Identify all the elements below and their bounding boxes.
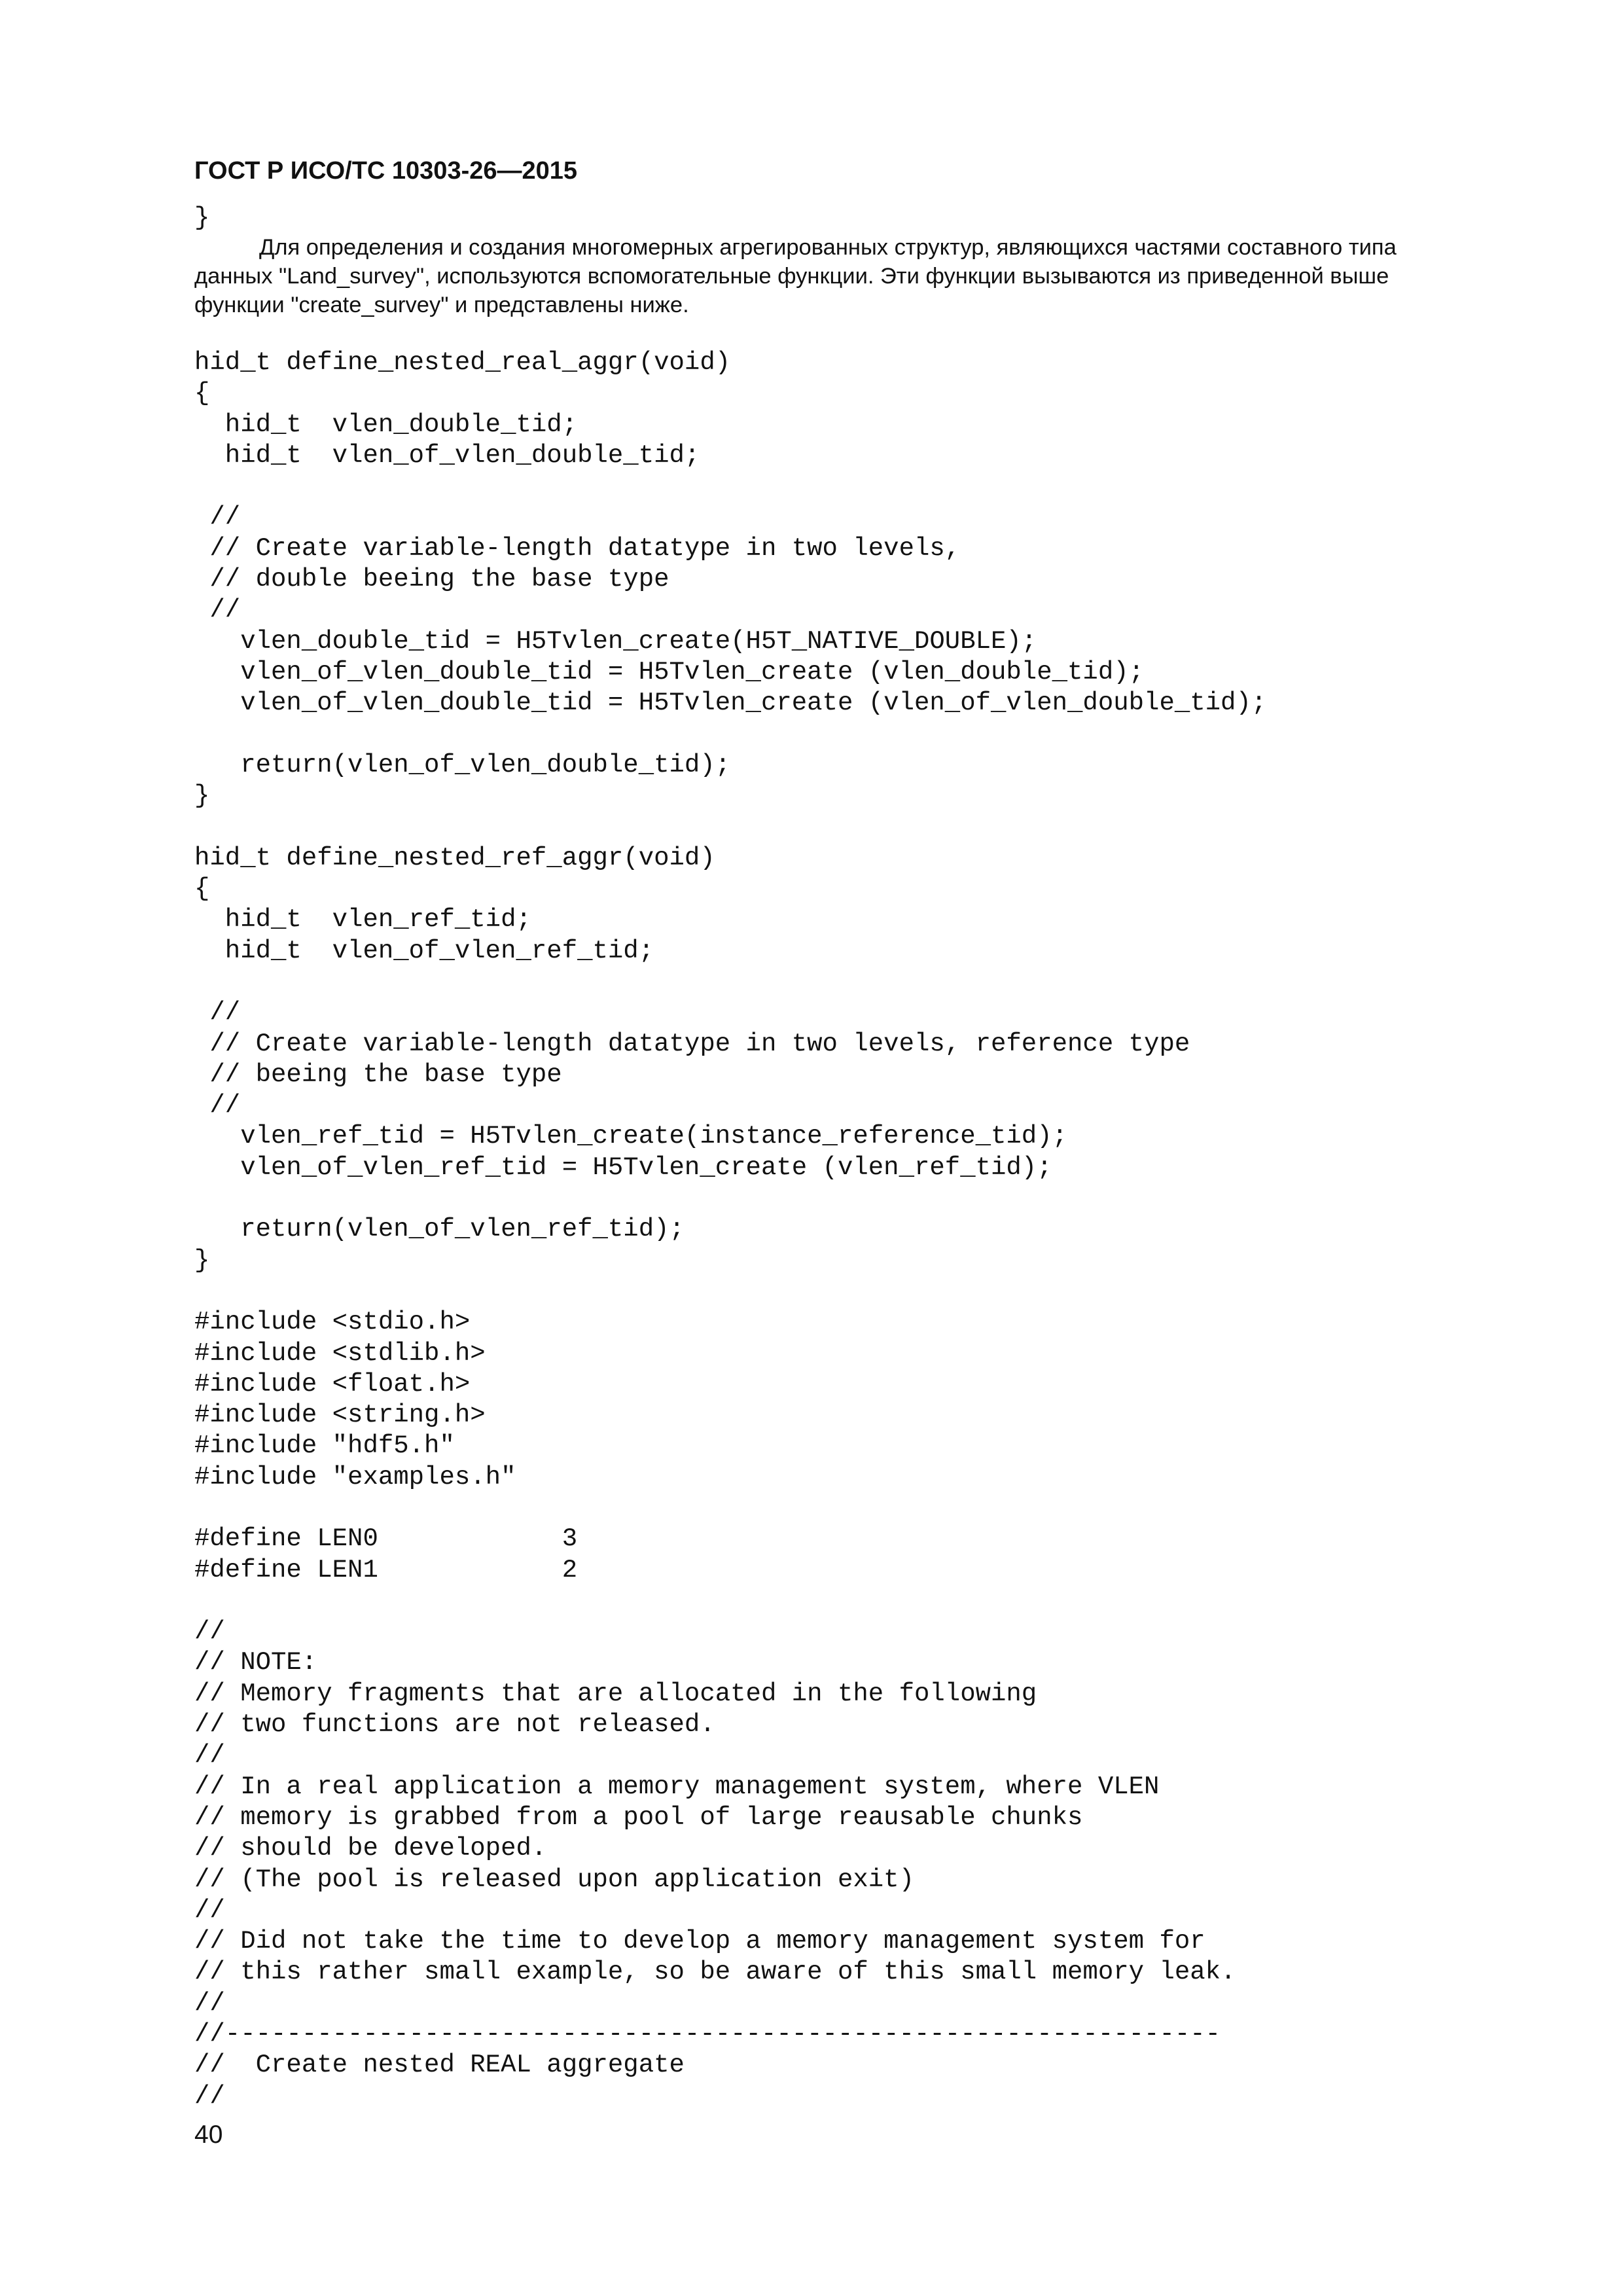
code-listing: hid_t define_nested_real_aggr(void) { hid_t vlen_double_tid; hid_t vlen_of_vlen_double_tid; // // Create variable-length datatype in two levels, // double beeing the base type // vlen_double_tid = H5Tvlen_create(H5T_NATIVE_DOUBLE); vlen_of_vlen_double_tid = H5Tvlen_create (vlen_double_tid); vlen_of_vlen_double_tid = H5Tvlen_create (vlen_of_vlen_double_tid); return(vlen_of_vlen_double_tid); } hid_t define_nested_ref_aggr(void) { hid_t vlen_ref_tid; hid_t vlen_of_vlen_ref_tid; // // Create variable-length datatype in two levels, reference type // beeing the base type // vlen_ref_tid = H5Tvlen_create(instance_reference_tid); vlen_of_vlen_ref_tid = H5Tvlen_create (vlen_ref_tid); return(vlen_of_vlen_ref_tid); } #include <stdio.h> #include <stdlib.h> #include <float.h> #include <string.h> #include "hdf5.h" #include "examples.h" #define LEN0 3 #define LEN1 2 // // NOTE: // Memory fragments that are allocated in the following // two functions are not released. // // In a real application a memory management system, where VLEN // memory is grabbed from a pool of large reausable chunks // should be developed. // (The pool is released upon application exit) // // Did not take the time to develop a memory management system for // this rather small example, so be aware of this small memory leak. // //----------------------------------------------------------------- // Create nested REAL aggregate // [194, 348, 1267, 2111]
intro-paragraph-line: данных "Land_survey", используются вспомогательные функции. Эти функции вызываются из приведенной выше [194, 264, 1389, 289]
intro-paragraph-line: Для определения и создания многомерных агрегированных структур, являющихся частями составного типа [259, 235, 1397, 260]
page-number: 40 [194, 2121, 223, 2149]
intro-paragraph-line: функции "create_survey" и представлены ниже. [194, 293, 689, 317]
closing-brace: } [194, 204, 210, 232]
intro-paragraph [194, 233, 1518, 319]
page-header: ГОСТ Р ИСО/ТС 10303-26—2015 [194, 157, 578, 185]
